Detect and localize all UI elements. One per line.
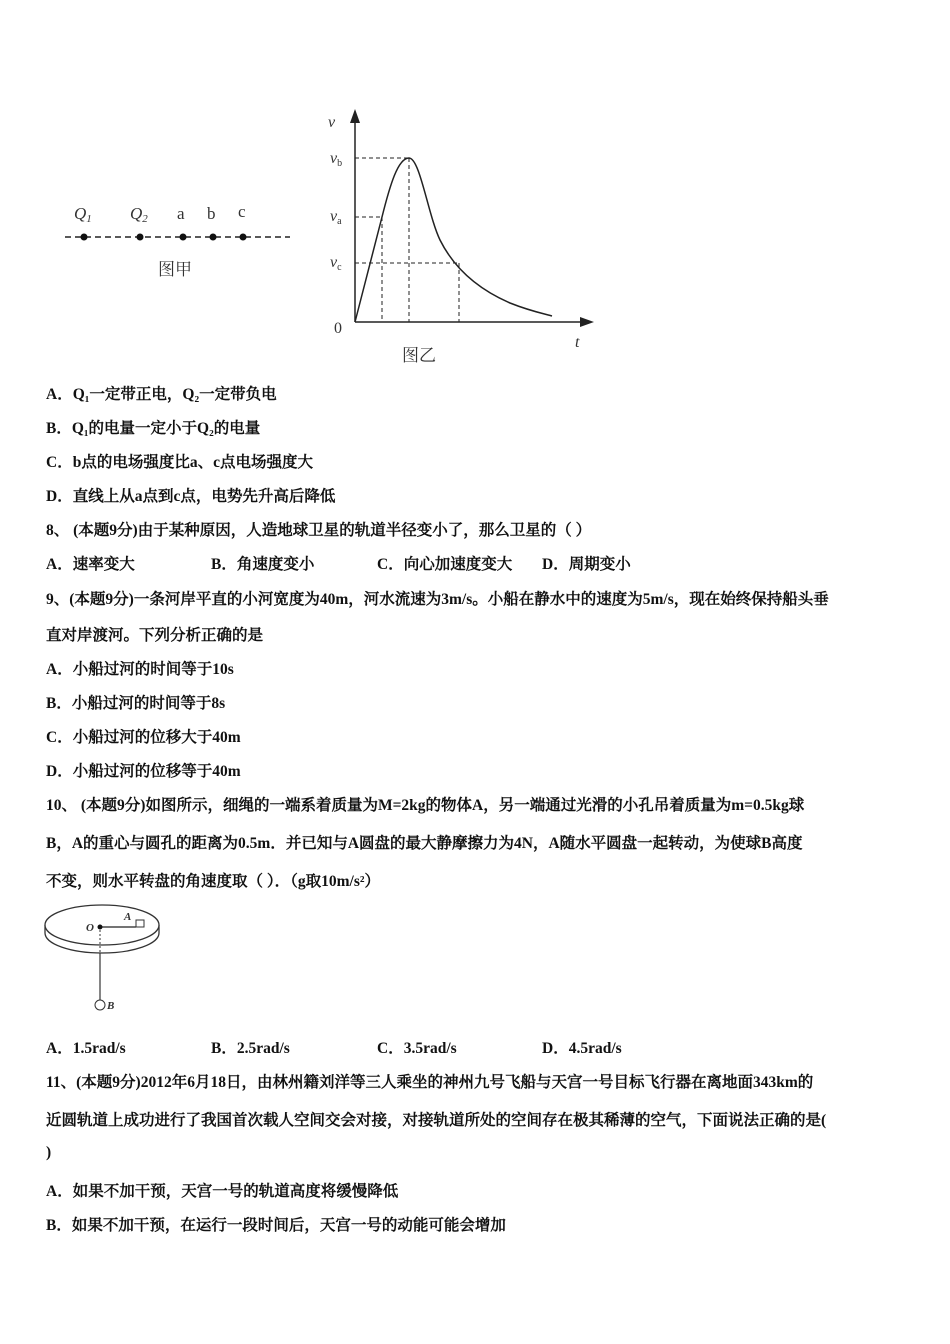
q10-option-a[interactable]: A．1.5rad/s [46, 1040, 126, 1057]
y-axis-label: v [328, 114, 336, 131]
q8-option-a[interactable]: A．速率变大 [46, 556, 135, 573]
q7-option-c[interactable]: C．b点的电场强度比a、c点电场强度大 [46, 454, 313, 471]
q11-stem-line3: ) [46, 1144, 52, 1161]
q7-option-a[interactable]: A．Q₁一定带正电，Q₂一定带负电 [46, 386, 277, 403]
q7-option-b[interactable]: B．Q₁的电量一定小于Q₂的电量 [46, 420, 261, 437]
q10-stem-line2: B，A的重心与圆孔的距离为0.5m．并已知与A圆盘的最大静摩擦力为4N，A随水平圆盘一起转动，为使球B高度 [46, 835, 803, 852]
q9-stem-line1: 9、(本题9分)一条河岸平直的小河宽度为40m，河水流速为3m/s。小船在静水中的速度为5m/s，现在始终保持船头垂 [46, 591, 829, 608]
q8-option-b[interactable]: B．角速度变小 [211, 556, 315, 573]
label-o: O [86, 922, 94, 934]
q10-stem-line3: 不变，则水平转盘的角速度取（ ）．（g取10m/s²） [46, 873, 381, 890]
label-b: b [207, 204, 216, 223]
label-q2: Q2 [130, 204, 148, 225]
q8-option-d[interactable]: D．周期变小 [542, 556, 631, 573]
figure-turntable [40, 900, 165, 1015]
q10-option-b[interactable]: B．2.5rad/s [211, 1040, 290, 1057]
figure-jia [60, 195, 300, 285]
q8-option-c[interactable]: C．向心加速度变大 [377, 556, 513, 573]
label-b-ball: B [107, 1000, 115, 1012]
q11-stem-line2: 近圆轨道上成功进行了我国首次载人空间交会对接，对接轨道所处的空间存在极其稀薄的空气，下面说法正确的是( [46, 1112, 827, 1129]
q9-option-d[interactable]: D．小船过河的位移等于40m [46, 763, 241, 780]
caption-yi: 图乙 [402, 346, 436, 365]
q7-option-d[interactable]: D．直线上从a点到c点，电势先升高后降低 [46, 488, 336, 505]
figure-yi-velocity-time-graph [320, 105, 610, 370]
q10-stem-line1: 10、 (本题9分)如图所示，细绳的一端系着质量为M=2kg的物体A，另一端通过光滑的小孔吊着质量为m=0.5kg球 [46, 797, 805, 814]
q10-option-c[interactable]: C．3.5rad/s [377, 1040, 457, 1057]
q10-option-d[interactable]: D．4.5rad/s [542, 1040, 622, 1057]
label-a-block: A [124, 911, 132, 923]
tick-va: va [330, 208, 342, 227]
origin-label: 0 [334, 320, 342, 337]
label-q1: Q1 [74, 204, 92, 225]
caption-jia: 图甲 [158, 260, 192, 279]
label-a: a [177, 204, 185, 223]
q11-stem-line1: 11、(本题9分)2012年6月18日，由林州籍刘洋等三人乘坐的神州九号飞船与天宫一号目标飞行器在离地面343km的 [46, 1074, 814, 1091]
q9-stem-line2: 直对岸渡河。下列分析正确的是 [46, 627, 264, 644]
q11-option-b[interactable]: B．如果不加干预，在运行一段时间后，天宫一号的动能可能会增加 [46, 1217, 506, 1234]
q11-option-a[interactable]: A．如果不加干预，天宫一号的轨道高度将缓慢降低 [46, 1183, 399, 1200]
label-c: c [238, 202, 246, 221]
tick-vc: vc [330, 254, 342, 273]
q8-stem: 8、 (本题9分)由于某种原因，人造地球卫星的轨道半径变小了，那么卫星的（ ） [46, 522, 592, 539]
q9-option-c[interactable]: C．小船过河的位移大于40m [46, 729, 241, 746]
q9-option-b[interactable]: B．小船过河的时间等于8s [46, 695, 226, 712]
q9-option-a[interactable]: A．小船过河的时间等于10s [46, 661, 234, 678]
x-axis-label: t [575, 334, 580, 351]
tick-vb: vb [330, 150, 343, 169]
